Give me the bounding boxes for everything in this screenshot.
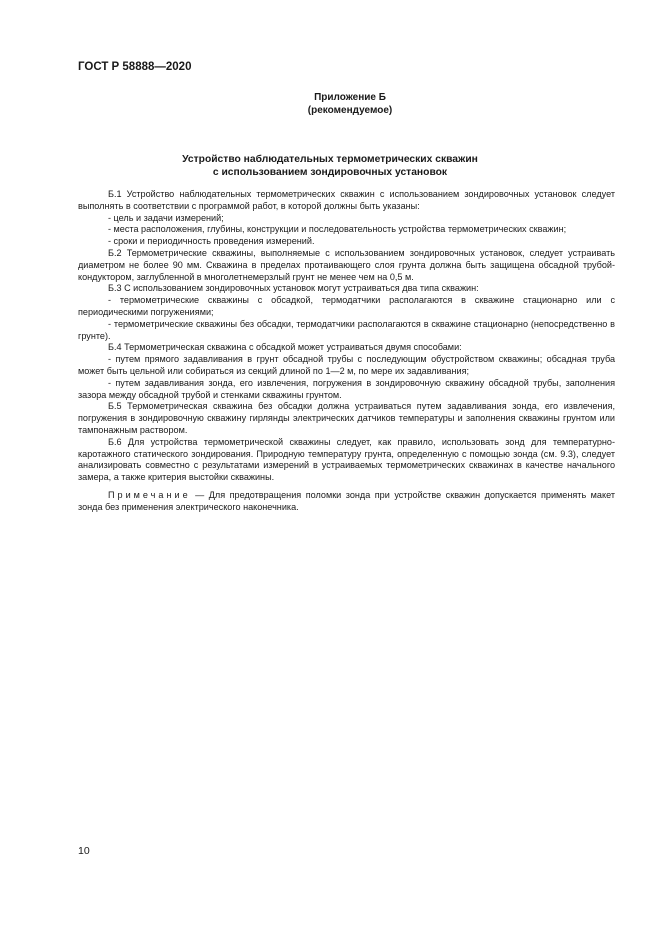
- paragraph: Б.4 Термометрическая скважина с обсадкой может устраиваться двумя способами:: [108, 342, 462, 353]
- list-item: - путем прямого задавливания в грунт обсадной трубы с последующим обустройством скважины; обсадная труба может быть цельной или собираться из секций длиной по 1—2 м, по мере их задавливания;: [78, 354, 615, 376]
- annex-status: (рекомендуемое): [307, 105, 393, 116]
- note: [78, 490, 615, 514]
- note-label: Примечание: [108, 489, 191, 500]
- document-header: ГОСТ Р 58888—2020: [78, 61, 192, 73]
- page-number: 10: [78, 845, 90, 857]
- annex-label: Приложение Б: [314, 92, 386, 103]
- section-title: [80, 153, 580, 179]
- section-title-line-1: Устройство наблюдательных термометрических скважин: [182, 154, 478, 165]
- paragraph: Б.3 С использованием зондировочных установок могут устраиваться два типа скважин:: [108, 283, 479, 294]
- paragraph: Б.6 Для устройства термометрической скважины следует, как правило, использовать зонд для температурно-каротажного статического зондирования. Природную температуру грунта, определенную с помощью зонда (см. 9.3), следует анализировать совместно с результатами измерений в устраиваемых термометрических скважинах в качестве начального замера, а также критерия выстойки скважины.: [78, 436, 615, 483]
- paragraph: Б.1 Устройство наблюдательных термометрических скважин с использованием зондировочных установок следует выполнять в соответствии с программой работ, в которой должны быть указаны:: [78, 189, 615, 211]
- note-text: — Для предотвращения поломки зонда при устройстве скважин допускается применять макет зонда без применения электрического наконечника.: [78, 489, 615, 512]
- section-title-line-2: с использованием зондировочных установок: [212, 167, 448, 178]
- paragraph: Б.2 Термометрические скважины, выполняемые с использованием зондировочных установок, следует устраивать диаметром не более 90 мм. Скважина в пределах протаивающего слоя грунта должна быть защищена обсадной трубой-кондуктором, заглубленной в многолетнемерзлый грунт не менее чем на 0,5 м.: [78, 247, 615, 282]
- list-item: - термометрические скважины без обсадки, термодатчики располагаются в скважине стационарно (непосредственно в грунте).: [78, 318, 615, 341]
- paragraph: Б.5 Термометрическая скважина без обсадки должна устраиваться путем задавливания зонда, его извлечения, погружения в зондировочную скважину гирлянды электрических датчиков температуры и заполнения скважины грунтом или тампонажным раствором.: [78, 401, 615, 435]
- list-item: - термометрические скважины с обсадкой, термодатчики располагаются в скважине стационарно или с периодическими погружениями;: [78, 295, 615, 317]
- list-item: - путем задавливания зонда, его извлечения, погружения в зондировочную скважину обсадной трубы, заполнения зазора между обсадной трубой и стенками скважины грунтом.: [78, 377, 615, 400]
- list-item: - места расположения, глубины, конструкции и последовательность устройства термометрических скважин;: [108, 224, 567, 235]
- list-item: - сроки и периодичность проведения измерений.: [108, 236, 315, 247]
- document-body: [78, 189, 615, 523]
- list-item: - цель и задачи измерений;: [108, 212, 224, 223]
